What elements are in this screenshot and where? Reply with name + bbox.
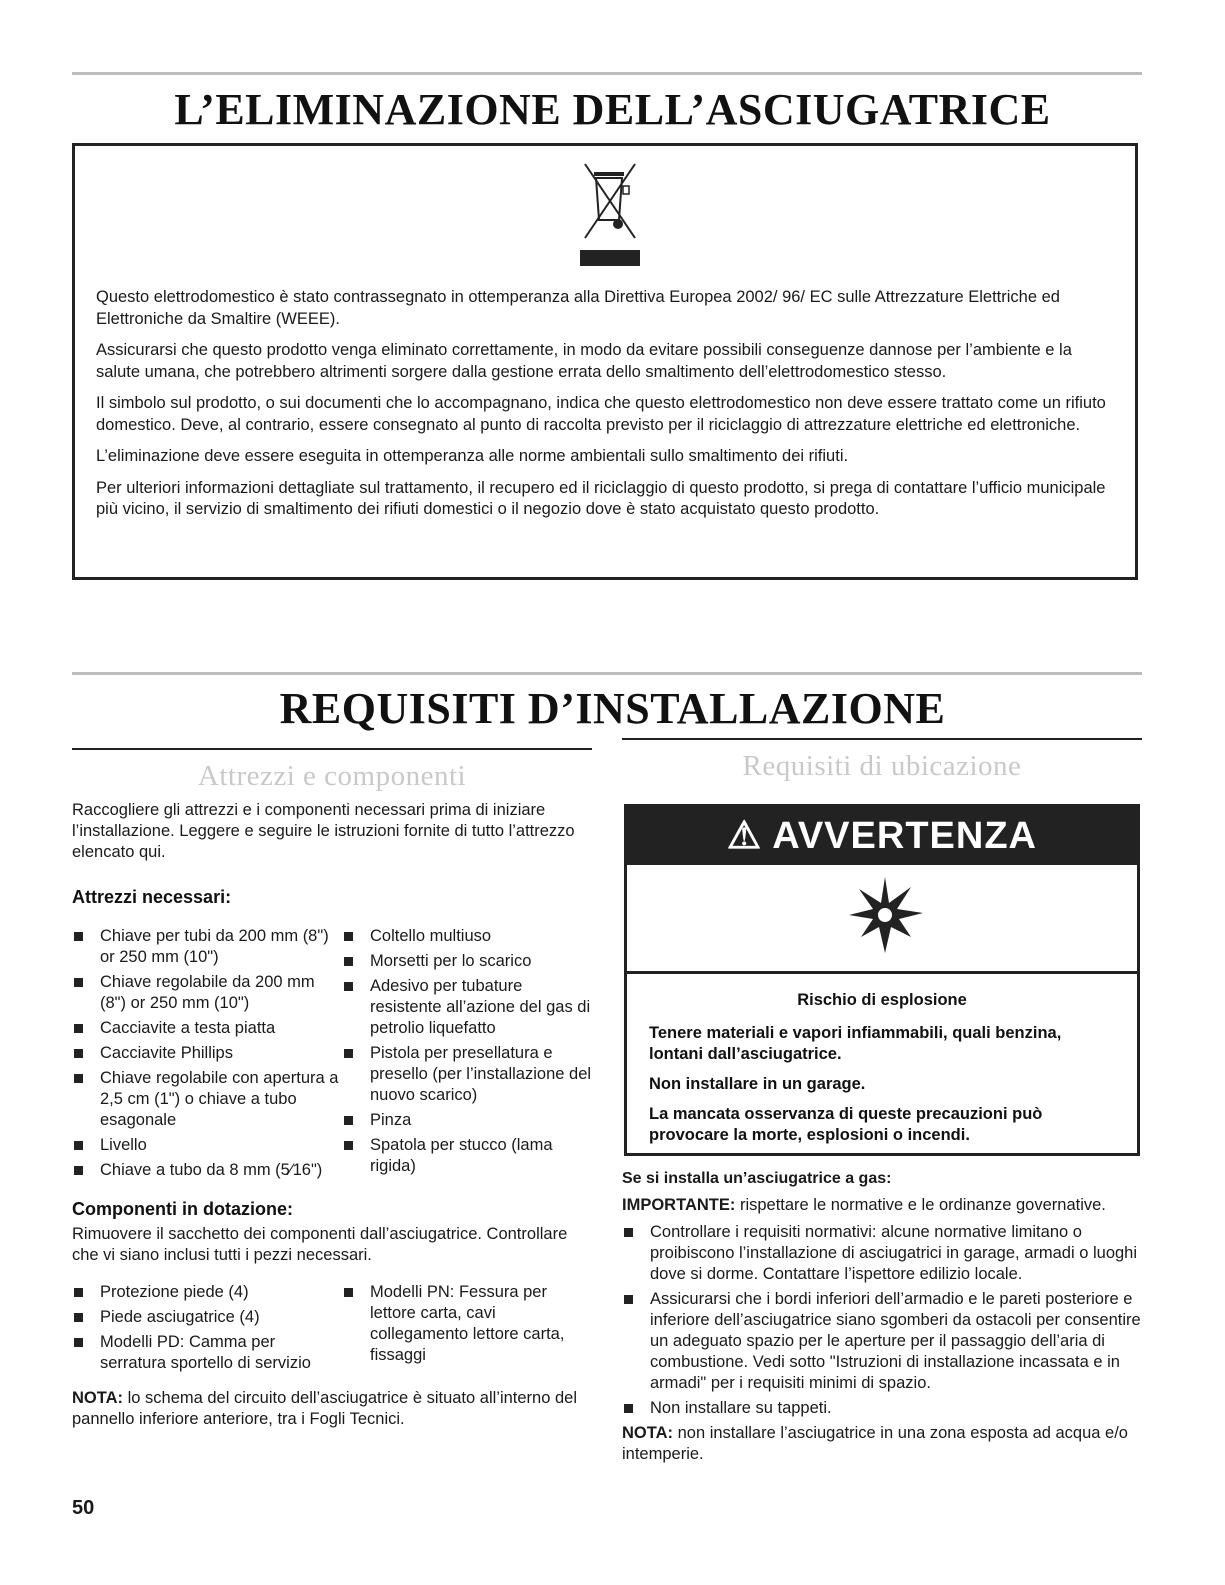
top-rule xyxy=(72,72,1142,75)
warning-title: ⚠ AVVERTENZA xyxy=(627,807,1137,865)
warning-heading: Rischio di esplosione xyxy=(797,991,967,1009)
note-text: lo schema del circuito dell’asciugatrice è situato all’interno del pannello inferiore anteriore, tra i Fogli Tecnici. xyxy=(72,1389,577,1428)
tools-list-col1 xyxy=(72,926,342,1185)
parts-list xyxy=(72,1282,592,1378)
warning-line: La mancata osservanza di queste precauzioni può provocare la morte, esplosioni o incendi. xyxy=(649,1105,1043,1144)
list-item: Spatola per stucco (lama rigida) xyxy=(342,1135,592,1177)
important-label: IMPORTANTE: xyxy=(622,1196,736,1214)
disposal-text xyxy=(96,287,1116,531)
list-item: Modelli PD: Camma per serratura sportello di servizio xyxy=(72,1332,342,1374)
gas-bullets xyxy=(622,1222,1144,1419)
note-label: NOTA: xyxy=(72,1389,124,1407)
list-item: Chiave regolabile con apertura a 2,5 cm (1") o chiave a tubo esagonale xyxy=(72,1068,342,1131)
disposal-paragraph: Assicurarsi che questo prodotto venga eliminato correttamente, in modo da evitare possibili conseguenze dannose per l’ambiente e la salute umana, che potrebbero altrimenti sorgere dalla gestione errata dello smaltimento dell’elettrodomestico stesso. xyxy=(96,341,1072,381)
list-item: Chiave a tubo da 8 mm (5⁄16") xyxy=(72,1160,342,1181)
explosion-icon xyxy=(845,875,925,955)
important-line xyxy=(622,1195,1144,1216)
gas-heading: Se si installa un’asciugatrice a gas: xyxy=(622,1170,892,1187)
tools-list-col2 xyxy=(342,926,592,1185)
parts-list-col1 xyxy=(72,1282,342,1378)
list-item: Chiave regolabile da 200 mm (8") or 250 mm (10") xyxy=(72,972,342,1014)
list-item: Adesivo per tubature resistente all’azione del gas di petrolio liquefatto xyxy=(342,976,592,1039)
right-column-rule xyxy=(622,738,1142,740)
crossed-out-wheeled-bin-icon xyxy=(580,158,640,268)
warning-box xyxy=(624,804,1140,1156)
parts-list-col2 xyxy=(342,1282,592,1378)
note-left xyxy=(72,1388,592,1430)
right-column xyxy=(622,738,1142,783)
note-text: non installare l’asciugatrice in una zona esposta ad acqua e/o intemperie. xyxy=(622,1424,1128,1463)
parts-heading: Componenti in dotazione: xyxy=(72,1199,293,1219)
left-column-rule xyxy=(72,748,592,750)
list-item: Protezione piede (4) xyxy=(72,1282,342,1303)
subtitle-tools: Attrezzi e componenti xyxy=(197,760,467,792)
gas-section xyxy=(622,1168,1144,1465)
page-number: 50 xyxy=(72,1497,95,1519)
subtitle-location: Requisiti di ubicazione xyxy=(742,750,1022,782)
list-item: Cacciavite Phillips xyxy=(72,1043,342,1064)
list-item: Controllare i requisiti normativi: alcune normative limitano o proibiscono l’installazione di asciugatrici in garage, armadi o luoghi dove si dorme. Contattare l’ispettore edilizio locale. xyxy=(622,1222,1144,1285)
important-text: rispettare le normative e le ordinanze governative. xyxy=(735,1196,1106,1214)
list-item: Non installare su tappeti. xyxy=(622,1398,1144,1419)
list-item: Assicurarsi che i bordi inferiori dell’armadio e le pareti posteriore e inferiore dell’asciugatrice siano sgomberi da ostacoli per consentire un adeguato spazio per le aperture per il passaggio dell’aria di combustione. Vedi sotto "Istruzioni di installazione incassata e in armadi" per i requisiti minimi di spazio. xyxy=(622,1289,1144,1394)
section2-rule xyxy=(72,672,1142,675)
note-label: NOTA: xyxy=(622,1424,674,1442)
list-item: Morsetti per lo scarico xyxy=(342,951,592,972)
note-right xyxy=(622,1423,1144,1465)
warning-line: Tenere materiali e vapori infiammabili, quali benzina, lontani dall’asciugatrice. xyxy=(649,1024,1062,1063)
list-item: Cacciavite a testa piatta xyxy=(72,1018,342,1039)
left-column xyxy=(72,748,592,1430)
list-item: Livello xyxy=(72,1135,342,1156)
list-item: Modelli PN: Fessura per lettore carta, cavi collegamento lettore carta, fissaggi xyxy=(342,1282,592,1366)
warning-picture xyxy=(627,865,1137,974)
list-item: Pistola per presellatura e presello (per l’installazione del nuovo scarico) xyxy=(342,1043,592,1106)
tools-heading: Attrezzi necessari: xyxy=(72,887,232,907)
parts-intro: Rimuovere il sacchetto dei componenti dall’asciugatrice. Controllare che vi siano inclusi tutti i pezzi necessari. xyxy=(72,1225,568,1264)
list-item: Chiave per tubi da 200 mm (8") or 250 mm (10") xyxy=(72,926,342,968)
warning-body xyxy=(627,974,1137,1146)
disposal-paragraph: Il simbolo sul prodotto, o sui documenti che lo accompagnano, indica che questo elettrodomestico non deve essere trattato come un rifiuto domestico. Deve, al contrario, essere consegnato al punto di raccolta previsto per il riciclaggio di attrezzature elettriche ed elettroniche. xyxy=(96,394,1106,434)
tools-intro: Raccogliere gli attrezzi e i componenti necessari prima di iniziare l’installazione. Leggere e seguire le istruzioni fornite di tutto l’attrezzo elencato qui. xyxy=(72,801,575,861)
section-title-disposal: L’ELIMINAZIONE DELL’ASCIUGATRICE xyxy=(174,85,1051,134)
disposal-paragraph: Questo elettrodomestico è stato contrassegnato in ottemperanza alla Direttiva Europea 2002/ 96/ EC sulle Attrezzature Elettriche ed Elettroniche da Smaltire (WEEE). xyxy=(96,288,1060,328)
list-item: Pinza xyxy=(342,1110,592,1131)
list-item: Coltello multiuso xyxy=(342,926,592,947)
tools-list xyxy=(72,926,592,1185)
section-title-install: REQUISITI D’INSTALLAZIONE xyxy=(279,684,946,733)
disposal-paragraph: L’eliminazione deve essere eseguita in ottemperanza alle norme ambientali sullo smaltimento dei rifiuti. xyxy=(96,447,849,465)
warning-line: Non installare in un garage. xyxy=(649,1075,866,1093)
list-item: Piede asciugatrice (4) xyxy=(72,1307,342,1328)
disposal-paragraph: Per ulteriori informazioni dettagliate sul trattamento, il recupero ed il riciclaggio di questo prodotto, si prega di contattare l’ufficio municipale più vicino, il servizio di smaltimento dei rifiuti domestici o il negozio dove è stato acquistato questo prodotto. xyxy=(96,478,1106,518)
